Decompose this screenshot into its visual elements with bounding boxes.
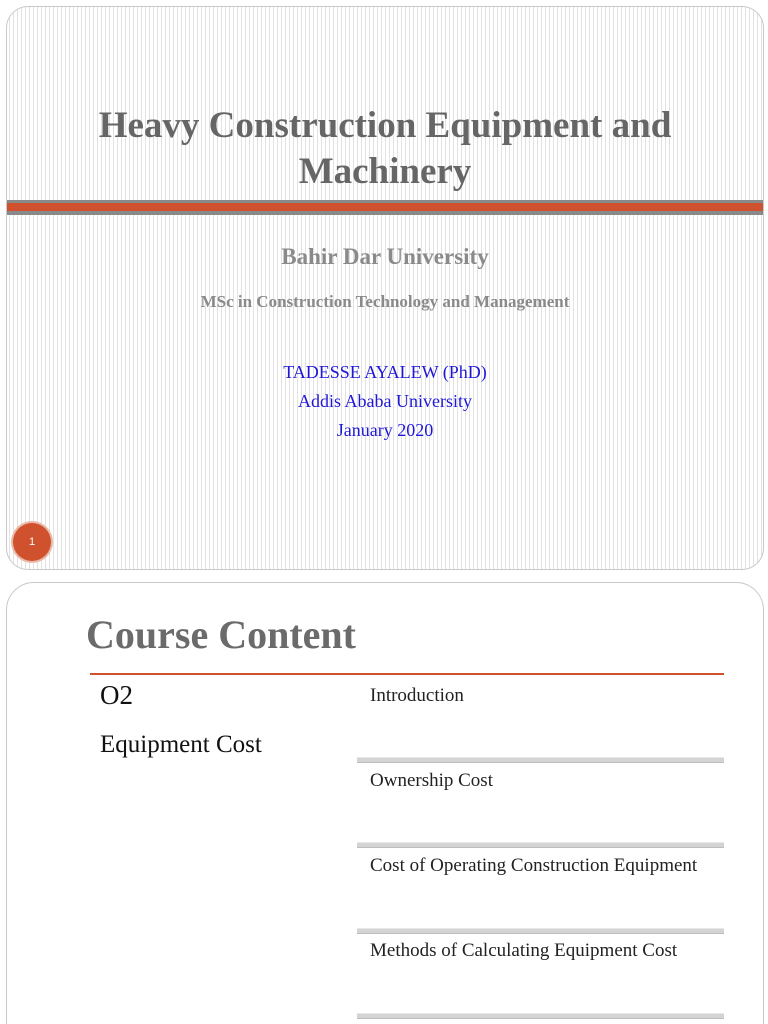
title-underline [90, 673, 724, 675]
item-divider [357, 757, 724, 763]
item-divider [357, 1013, 724, 1019]
slide-title-line-2: Machinery [298, 151, 472, 192]
content-item-calculation-methods: Methods of Calculating Equipment Cost [370, 940, 678, 961]
slide-number-badge: 1 [13, 523, 51, 561]
content-item-introduction: Introduction [370, 685, 464, 706]
content-item-operating-cost: Cost of Operating Construction Equipment [370, 855, 698, 876]
slide-title-line-1: Heavy Construction Equipment and [98, 105, 672, 146]
course-content-slide [6, 582, 764, 1024]
presentation-date: January 2020 [336, 420, 434, 440]
chapter-title: Equipment Cost [100, 731, 262, 758]
slide-title [7, 103, 763, 195]
program-name: MSc in Construction Technology and Management [200, 292, 570, 311]
author-name: TADESSE AYALEW (PhD) [283, 362, 487, 382]
content-item-ownership-cost: Ownership Cost [370, 770, 493, 791]
title-slide [6, 6, 764, 570]
chapter-code: O2 [100, 680, 133, 710]
course-content-title: Course Content [86, 612, 356, 657]
item-divider [357, 842, 724, 848]
author-affiliation: Addis Ababa University [298, 391, 472, 411]
university-name: Bahir Dar University [281, 244, 489, 269]
title-divider-bar [7, 200, 763, 216]
item-divider [357, 928, 724, 934]
author-block [7, 358, 763, 445]
